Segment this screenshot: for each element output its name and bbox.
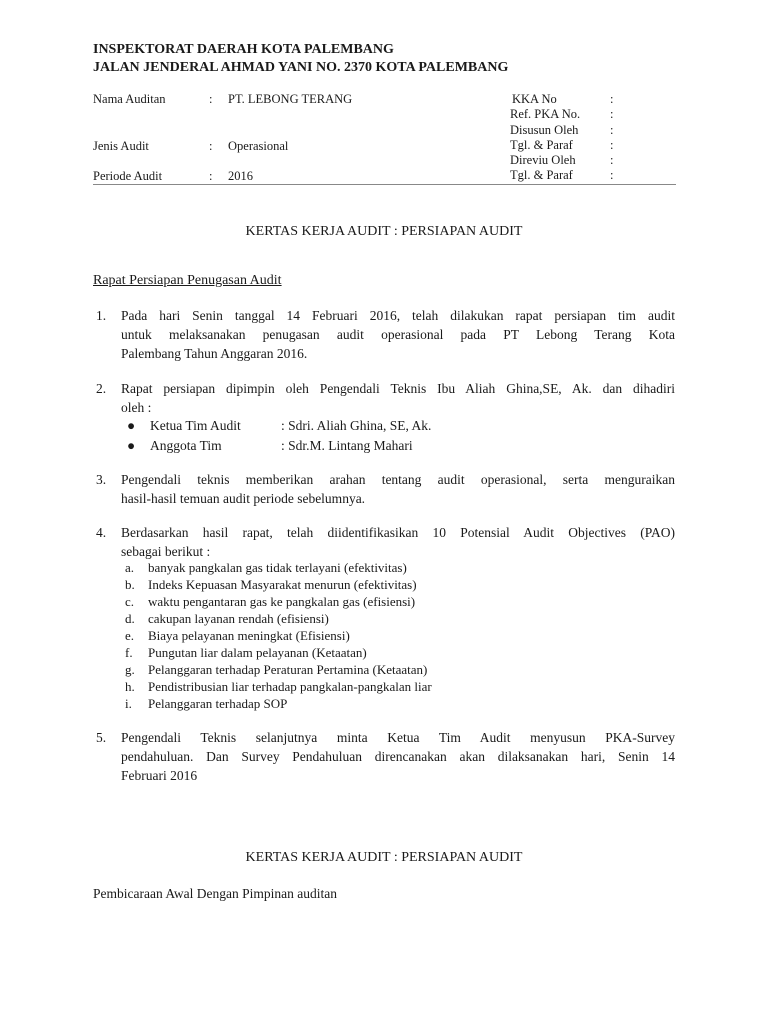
colon: : bbox=[209, 139, 213, 153]
document-title: KERTAS KERJA AUDIT : PERSIAPAN AUDIT bbox=[245, 224, 523, 239]
nama-auditan-label: Nama Auditan bbox=[93, 92, 166, 106]
nama-auditan-value: PT. LEBONG TERANG bbox=[228, 92, 353, 106]
pao-letter: b. bbox=[125, 577, 135, 592]
item-number: 5. bbox=[96, 730, 107, 745]
item-5-line: Pengendali Teknis selanjutnya minta Ketua Tim Audit menyusun PKA-Survey bbox=[121, 730, 675, 745]
closing-text: Pembicaraan Awal Dengan Pimpinan auditan bbox=[93, 886, 337, 901]
item-1-line: untuk melaksanakan penugasan audit operasional pada PT Lebong Terang Kota bbox=[121, 327, 675, 342]
item-5-line: pendahuluan. Dan Survey Pendahuluan direncanakan akan dilaksanakan hari, Senin 14 bbox=[121, 749, 675, 764]
colon: : bbox=[610, 107, 614, 121]
pao-item: Pungutan liar dalam pelayanan (Ketaatan) bbox=[148, 645, 367, 660]
item-4-line: Berdasarkan hasil rapat, telah diidentifikasikan 10 Potensial Audit Objectives (PAO) bbox=[121, 525, 675, 540]
item-5-line: Februari 2016 bbox=[121, 768, 198, 783]
colon: : bbox=[209, 169, 213, 183]
section-heading: Rapat Persiapan Penugasan Audit bbox=[93, 273, 282, 288]
tgl-paraf-label: Tgl. & Paraf bbox=[510, 138, 573, 152]
attendee-name: : Sdri. Aliah Ghina, SE, Ak. bbox=[281, 418, 432, 433]
pao-item: Pelanggaran terhadap Peraturan Pertamina (Ketaatan) bbox=[148, 662, 428, 677]
document-title-2: KERTAS KERJA AUDIT : PERSIAPAN AUDIT bbox=[245, 850, 523, 865]
tgl-paraf-label: Tgl. & Paraf bbox=[510, 168, 573, 182]
colon: : bbox=[610, 138, 614, 152]
pao-letter: d. bbox=[125, 611, 135, 626]
item-4-line: sebagai berikut : bbox=[121, 544, 211, 559]
colon: : bbox=[610, 92, 614, 106]
item-number: 1. bbox=[96, 308, 107, 323]
item-number: 2. bbox=[96, 381, 107, 396]
bullet-icon: ● bbox=[127, 438, 136, 453]
colon: : bbox=[610, 153, 614, 167]
pao-letter: i. bbox=[125, 696, 132, 711]
attendee-name: : Sdr.M. Lintang Mahari bbox=[281, 438, 413, 453]
pao-item: Pelanggaran terhadap SOP bbox=[148, 696, 288, 711]
colon: : bbox=[610, 168, 614, 182]
item-2-line: oleh : bbox=[121, 400, 152, 415]
disusun-oleh-label: Disusun Oleh bbox=[510, 123, 579, 137]
org-address: JALAN JENDERAL AHMAD YANI NO. 2370 KOTA PALEMBANG bbox=[93, 60, 509, 75]
pao-letter: h. bbox=[125, 679, 135, 694]
pao-letter: g. bbox=[125, 662, 135, 677]
pao-item: waktu pengantaran gas ke pangkalan gas (efisiensi) bbox=[148, 594, 416, 609]
bullet-icon: ● bbox=[127, 418, 136, 433]
pao-item: Pendistribusian liar terhadap pangkalan-pangkalan liar bbox=[148, 679, 432, 694]
item-1-line: Palembang Tahun Anggaran 2016. bbox=[121, 346, 308, 361]
pao-item: Biaya pelayanan meningkat (Efisiensi) bbox=[148, 628, 350, 643]
attendee-role: Ketua Tim Audit bbox=[150, 418, 241, 433]
periode-audit-value: 2016 bbox=[228, 169, 253, 183]
item-number: 3. bbox=[96, 472, 107, 487]
pao-letter: e. bbox=[125, 628, 135, 643]
item-1-line: Pada hari Senin tanggal 14 Februari 2016, telah dilakukan rapat persiapan tim audit bbox=[121, 308, 675, 323]
pao-item: cakupan layanan rendah (efisiensi) bbox=[148, 611, 329, 626]
colon: : bbox=[610, 123, 614, 137]
jenis-audit-value: Operasional bbox=[228, 139, 289, 153]
item-3-line: Pengendali teknis memberikan arahan tentang audit operasional, serta menguraikan bbox=[121, 472, 675, 487]
item-2-line: Rapat persiapan dipimpin oleh Pengendali Teknis Ibu Aliah Ghina,SE, Ak. dan dihadiri bbox=[121, 381, 675, 396]
item-3-line: hasil-hasil temuan audit periode sebelumnya. bbox=[121, 491, 366, 506]
pao-letter: c. bbox=[125, 594, 135, 609]
ref-pka-label: Ref. PKA No. bbox=[510, 107, 581, 121]
jenis-audit-label: Jenis Audit bbox=[93, 139, 149, 153]
header-divider bbox=[93, 184, 676, 185]
org-name: INSPEKTORAT DAERAH KOTA PALEMBANG bbox=[93, 42, 394, 57]
pao-letter: a. bbox=[125, 560, 135, 575]
item-number: 4. bbox=[96, 525, 107, 540]
colon: : bbox=[209, 92, 213, 106]
periode-audit-label: Periode Audit bbox=[93, 169, 163, 183]
direviu-oleh-label: Direviu Oleh bbox=[510, 153, 576, 167]
pao-item: banyak pangkalan gas tidak terlayani (efektivitas) bbox=[148, 560, 407, 575]
kka-no-label: KKA No bbox=[512, 92, 557, 106]
pao-item: Indeks Kepuasan Masyarakat menurun (efektivitas) bbox=[148, 577, 417, 592]
attendee-role: Anggota Tim bbox=[150, 438, 222, 453]
pao-letter: f. bbox=[125, 645, 133, 660]
